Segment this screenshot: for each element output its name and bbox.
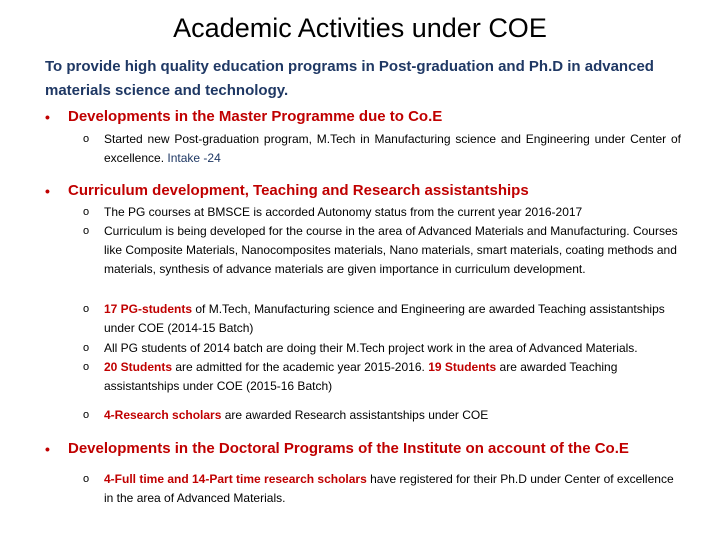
slide-title: Academic Activities under COE: [173, 13, 547, 43]
item-text: have registered for their Ph.D under Center of excellence in the area of Advanced Materials.: [104, 472, 674, 505]
item-emphasis: 17 PG-students: [104, 302, 193, 316]
item-text: Started new Post-graduation program, M.Tech in Manufacturing science and Engineering under Center of excellence.: [104, 132, 681, 165]
item-text: are awarded Research assistantships under COE: [224, 408, 489, 422]
list-item: [83, 406, 681, 425]
item-text: The PG courses at BMSCE is accorded Autonomy status from the current year 2016-2017: [104, 205, 583, 219]
item-emphasis: 20 Students: [104, 360, 173, 374]
sub-bullet-icon: o: [83, 206, 90, 218]
sub-bullet-icon: o: [83, 361, 90, 373]
sub-bullet-icon: o: [83, 473, 90, 485]
item-emphasis: 4-Research scholars: [104, 408, 222, 422]
item-text: of M.Tech, Manufacturing science and Engineering are awarded Teaching assistantships under COE (2014-15 Batch): [104, 302, 665, 335]
item-text-2: are awarded Teaching assistantships under COE (2015-16 Batch): [104, 360, 618, 393]
bullet-icon: •: [45, 109, 50, 125]
item-emphasis-2: 19 Students: [428, 360, 497, 374]
bullet-icon: •: [45, 441, 50, 457]
sub-bullet-icon: o: [83, 133, 90, 145]
sub-bullet-icon: o: [83, 225, 90, 237]
bullet-icon: •: [45, 183, 50, 199]
item-text: All PG students of 2014 batch are doing their M.Tech project work in the area of Advanced Materials.: [104, 341, 638, 355]
list-item: [83, 339, 681, 358]
list-item: [83, 300, 681, 338]
item-text: are admitted for the academic year 2015-2016.: [175, 360, 425, 374]
sub-bullet-icon: o: [83, 303, 90, 315]
section-heading-text: Developments in the Master Programme due to Co.E: [68, 108, 443, 125]
sub-bullet-icon: o: [83, 342, 90, 354]
list-item: [83, 358, 681, 396]
section-heading-text: Developments in the Doctoral Programs of the Institute on account of the Co.E: [68, 440, 629, 457]
item-text: Curriculum is being developed for the course in the area of Advanced Materials and Manufacturing. Courses like Composite Materials, Nanocomposites materials, Nano materials, smart materials, coating methods and materials, synthesis of advance materials are given importance in curriculum development.: [104, 224, 678, 276]
intake-highlight: Intake -24: [167, 151, 221, 165]
list-item: [83, 470, 681, 508]
sub-bullet-icon: o: [83, 409, 90, 421]
list-item: [83, 130, 681, 168]
intro-paragraph: To provide high quality education programs in Post-graduation and Ph.D in advanced materials science and technology.: [45, 58, 654, 99]
item-emphasis: 4-Full time and 14-Part time research scholars: [104, 472, 367, 486]
section-heading-text: Curriculum development, Teaching and Research assistantships: [68, 182, 529, 199]
list-item: [83, 203, 681, 222]
list-item: [83, 222, 681, 279]
